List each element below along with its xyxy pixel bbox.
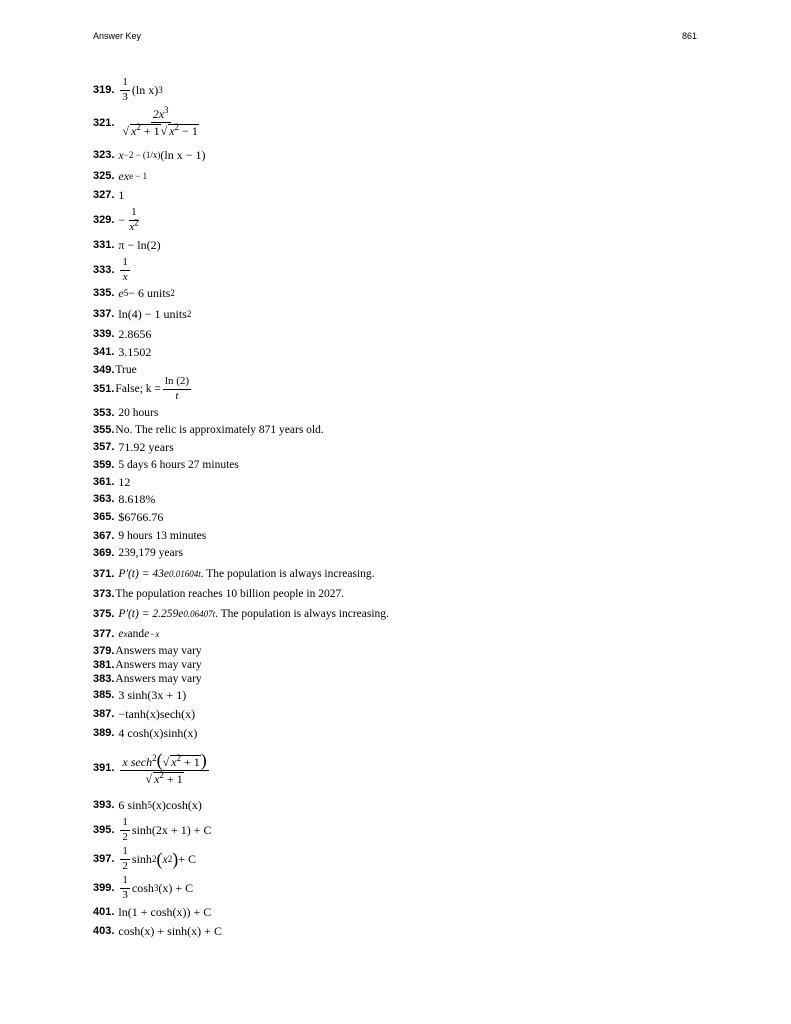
answer-expression: Answers may vary <box>115 645 202 657</box>
answer-expression: $\frac{2x^3}{√ x^2 + 1√ x^2 - 1}$ <box>122 105 198 138</box>
answer-expression: e 5 − 6 units 2 <box>118 285 175 300</box>
answer-369 <box>93 543 183 563</box>
answer-expression: $\frac{1}{x}$ <box>122 255 128 283</box>
page-number: 861 <box>682 31 698 41</box>
answer-number: 339. <box>93 328 115 340</box>
answer-371 <box>93 564 375 584</box>
answer-number: 369. <box>93 547 115 559</box>
answer-395 <box>93 817 211 843</box>
answer-expression: P′(t) = 43e 0.01604t . The population is always increasing. <box>118 568 375 580</box>
answer-number: 395. <box>93 824 115 836</box>
answer-385 <box>93 685 186 705</box>
answer-expression: π − ln(2) <box>118 237 161 252</box>
answer-351 <box>93 376 193 402</box>
answer-number: 393. <box>93 799 115 811</box>
answer-expression: $\frac{x \sec h^2(√ x^2 + 1)}{√ x^2 + 1}$ <box>122 749 207 786</box>
answer-expression: 6 sinh 5 (x)cosh(x) <box>118 797 202 812</box>
answer-number: 341. <box>93 346 115 358</box>
answer-expression: 71.92 years <box>118 439 174 454</box>
answer-number: 331. <box>93 239 115 251</box>
answer-365 <box>93 507 163 527</box>
answer-375 <box>93 604 389 624</box>
answer-403 <box>93 921 222 941</box>
answer-number: 353. <box>93 407 115 419</box>
answer-333 <box>93 257 132 283</box>
answer-number: 321. <box>93 117 115 129</box>
answer-number: 367. <box>93 530 115 542</box>
answer-expression: False; k = $\frac{\ln (2)}{t}$ <box>115 374 190 402</box>
answer-number: 349. <box>93 364 115 376</box>
answer-expression: The population reaches 10 billion people in 2027. <box>115 588 345 600</box>
answer-number: 403. <box>93 925 115 937</box>
answer-expression: 5 days 6 hours 27 minutes <box>118 459 239 471</box>
answer-number: 361. <box>93 476 115 488</box>
answer-341 <box>93 342 151 362</box>
answer-expression: Answers may vary <box>115 673 202 685</box>
answer-expression: cosh(x) + sinh(x) + C <box>118 923 222 938</box>
answer-expression: − $\frac{1}{x^2}$ <box>118 205 139 233</box>
answer-401 <box>93 902 211 922</box>
answer-373 <box>93 584 344 604</box>
answer-337 <box>93 304 191 324</box>
answer-expression: x −2 − (1/x) (ln x − 1) <box>118 147 206 162</box>
answer-expression: 3 sinh(3x + 1) <box>118 687 187 702</box>
answer-expression: ex e − 1 <box>118 168 148 183</box>
answer-number: 319. <box>93 84 115 96</box>
answer-expression: ln(1 + cosh(x)) + C <box>118 904 212 919</box>
answer-expression: −tanh(x)sech(x) <box>118 706 196 721</box>
answer-377 <box>93 624 159 644</box>
answer-397 <box>93 846 196 872</box>
answer-391 <box>93 745 211 791</box>
answer-expression: $\frac{1}{3}$ cosh 3 (x) + C <box>122 873 194 901</box>
answer-number: 355. <box>93 424 115 436</box>
answer-expression: 12 <box>118 474 131 489</box>
answer-number: 381. <box>93 659 115 671</box>
answer-number: 387. <box>93 708 115 720</box>
answer-319 <box>93 75 163 103</box>
answer-expression: $\frac{1}{2}$ sinh(2x + 1) + C <box>122 815 212 843</box>
answer-expression: P′(t) = 2.259e 0.06407t . The population is always increasing. <box>118 608 389 620</box>
answer-number: 383. <box>93 673 115 685</box>
answer-number: 373. <box>93 588 115 600</box>
answer-357 <box>93 437 174 457</box>
answer-expression: 239,179 years <box>118 547 183 559</box>
answer-number: 351. <box>93 383 115 395</box>
answer-number: 379. <box>93 645 115 657</box>
answer-number: 365. <box>93 511 115 523</box>
answer-387 <box>93 704 195 724</box>
answer-number: 397. <box>93 853 115 865</box>
answer-number: 399. <box>93 882 115 894</box>
answer-number: 327. <box>93 189 115 201</box>
answer-expression: ln(4) − 1 units 2 <box>118 306 192 321</box>
answer-number: 357. <box>93 441 115 453</box>
answer-339 <box>93 324 151 344</box>
answer-number: 325. <box>93 170 115 182</box>
answer-number: 323. <box>93 149 115 161</box>
answer-335 <box>93 283 175 303</box>
answer-393 <box>93 795 202 815</box>
answer-expression: 2.8656 <box>118 326 152 341</box>
answer-expression: $\frac{1}{3}$ (ln x) 3 <box>122 75 163 103</box>
answer-expression: $\frac{1}{2}$ sinh 2 ( x 2 ) + C <box>122 844 197 872</box>
answer-expression: 3.1502 <box>118 344 152 359</box>
answer-number: 329. <box>93 214 115 226</box>
answer-expression: Answers may vary <box>115 659 202 671</box>
answer-number: 333. <box>93 264 115 276</box>
answer-363 <box>93 489 155 509</box>
answer-number: 335. <box>93 287 115 299</box>
answer-number: 401. <box>93 906 115 918</box>
answer-329 <box>93 205 143 235</box>
answer-389 <box>93 723 197 743</box>
answer-expression: e x and e −x <box>118 628 160 640</box>
answer-323 <box>93 145 206 165</box>
answer-number: 389. <box>93 727 115 739</box>
answer-number: 337. <box>93 308 115 320</box>
answer-number: 371. <box>93 568 115 580</box>
page-header-left: Answer Key <box>93 31 142 41</box>
answer-number: 375. <box>93 608 115 620</box>
answer-expression: No. The relic is approximately 871 years old. <box>115 424 324 436</box>
answer-expression: $6766.76 <box>118 509 164 524</box>
answer-331 <box>93 235 161 255</box>
answer-number: 359. <box>93 459 115 471</box>
answer-expression: True <box>115 364 137 376</box>
answer-399 <box>93 875 193 901</box>
answer-expression: 20 hours <box>118 407 159 419</box>
answer-expression: 9 hours 13 minutes <box>118 530 207 542</box>
answer-number: 385. <box>93 689 115 701</box>
answer-number: 391. <box>93 762 115 774</box>
answer-number: 377. <box>93 628 115 640</box>
answer-327 <box>93 185 124 205</box>
answer-325 <box>93 166 147 186</box>
answer-321 <box>93 105 203 141</box>
answer-expression: 1 <box>118 187 125 202</box>
answer-expression: 8.618% <box>118 491 156 506</box>
answer-expression: 4 cosh(x)sinh(x) <box>118 725 198 740</box>
answer-number: 363. <box>93 493 115 505</box>
